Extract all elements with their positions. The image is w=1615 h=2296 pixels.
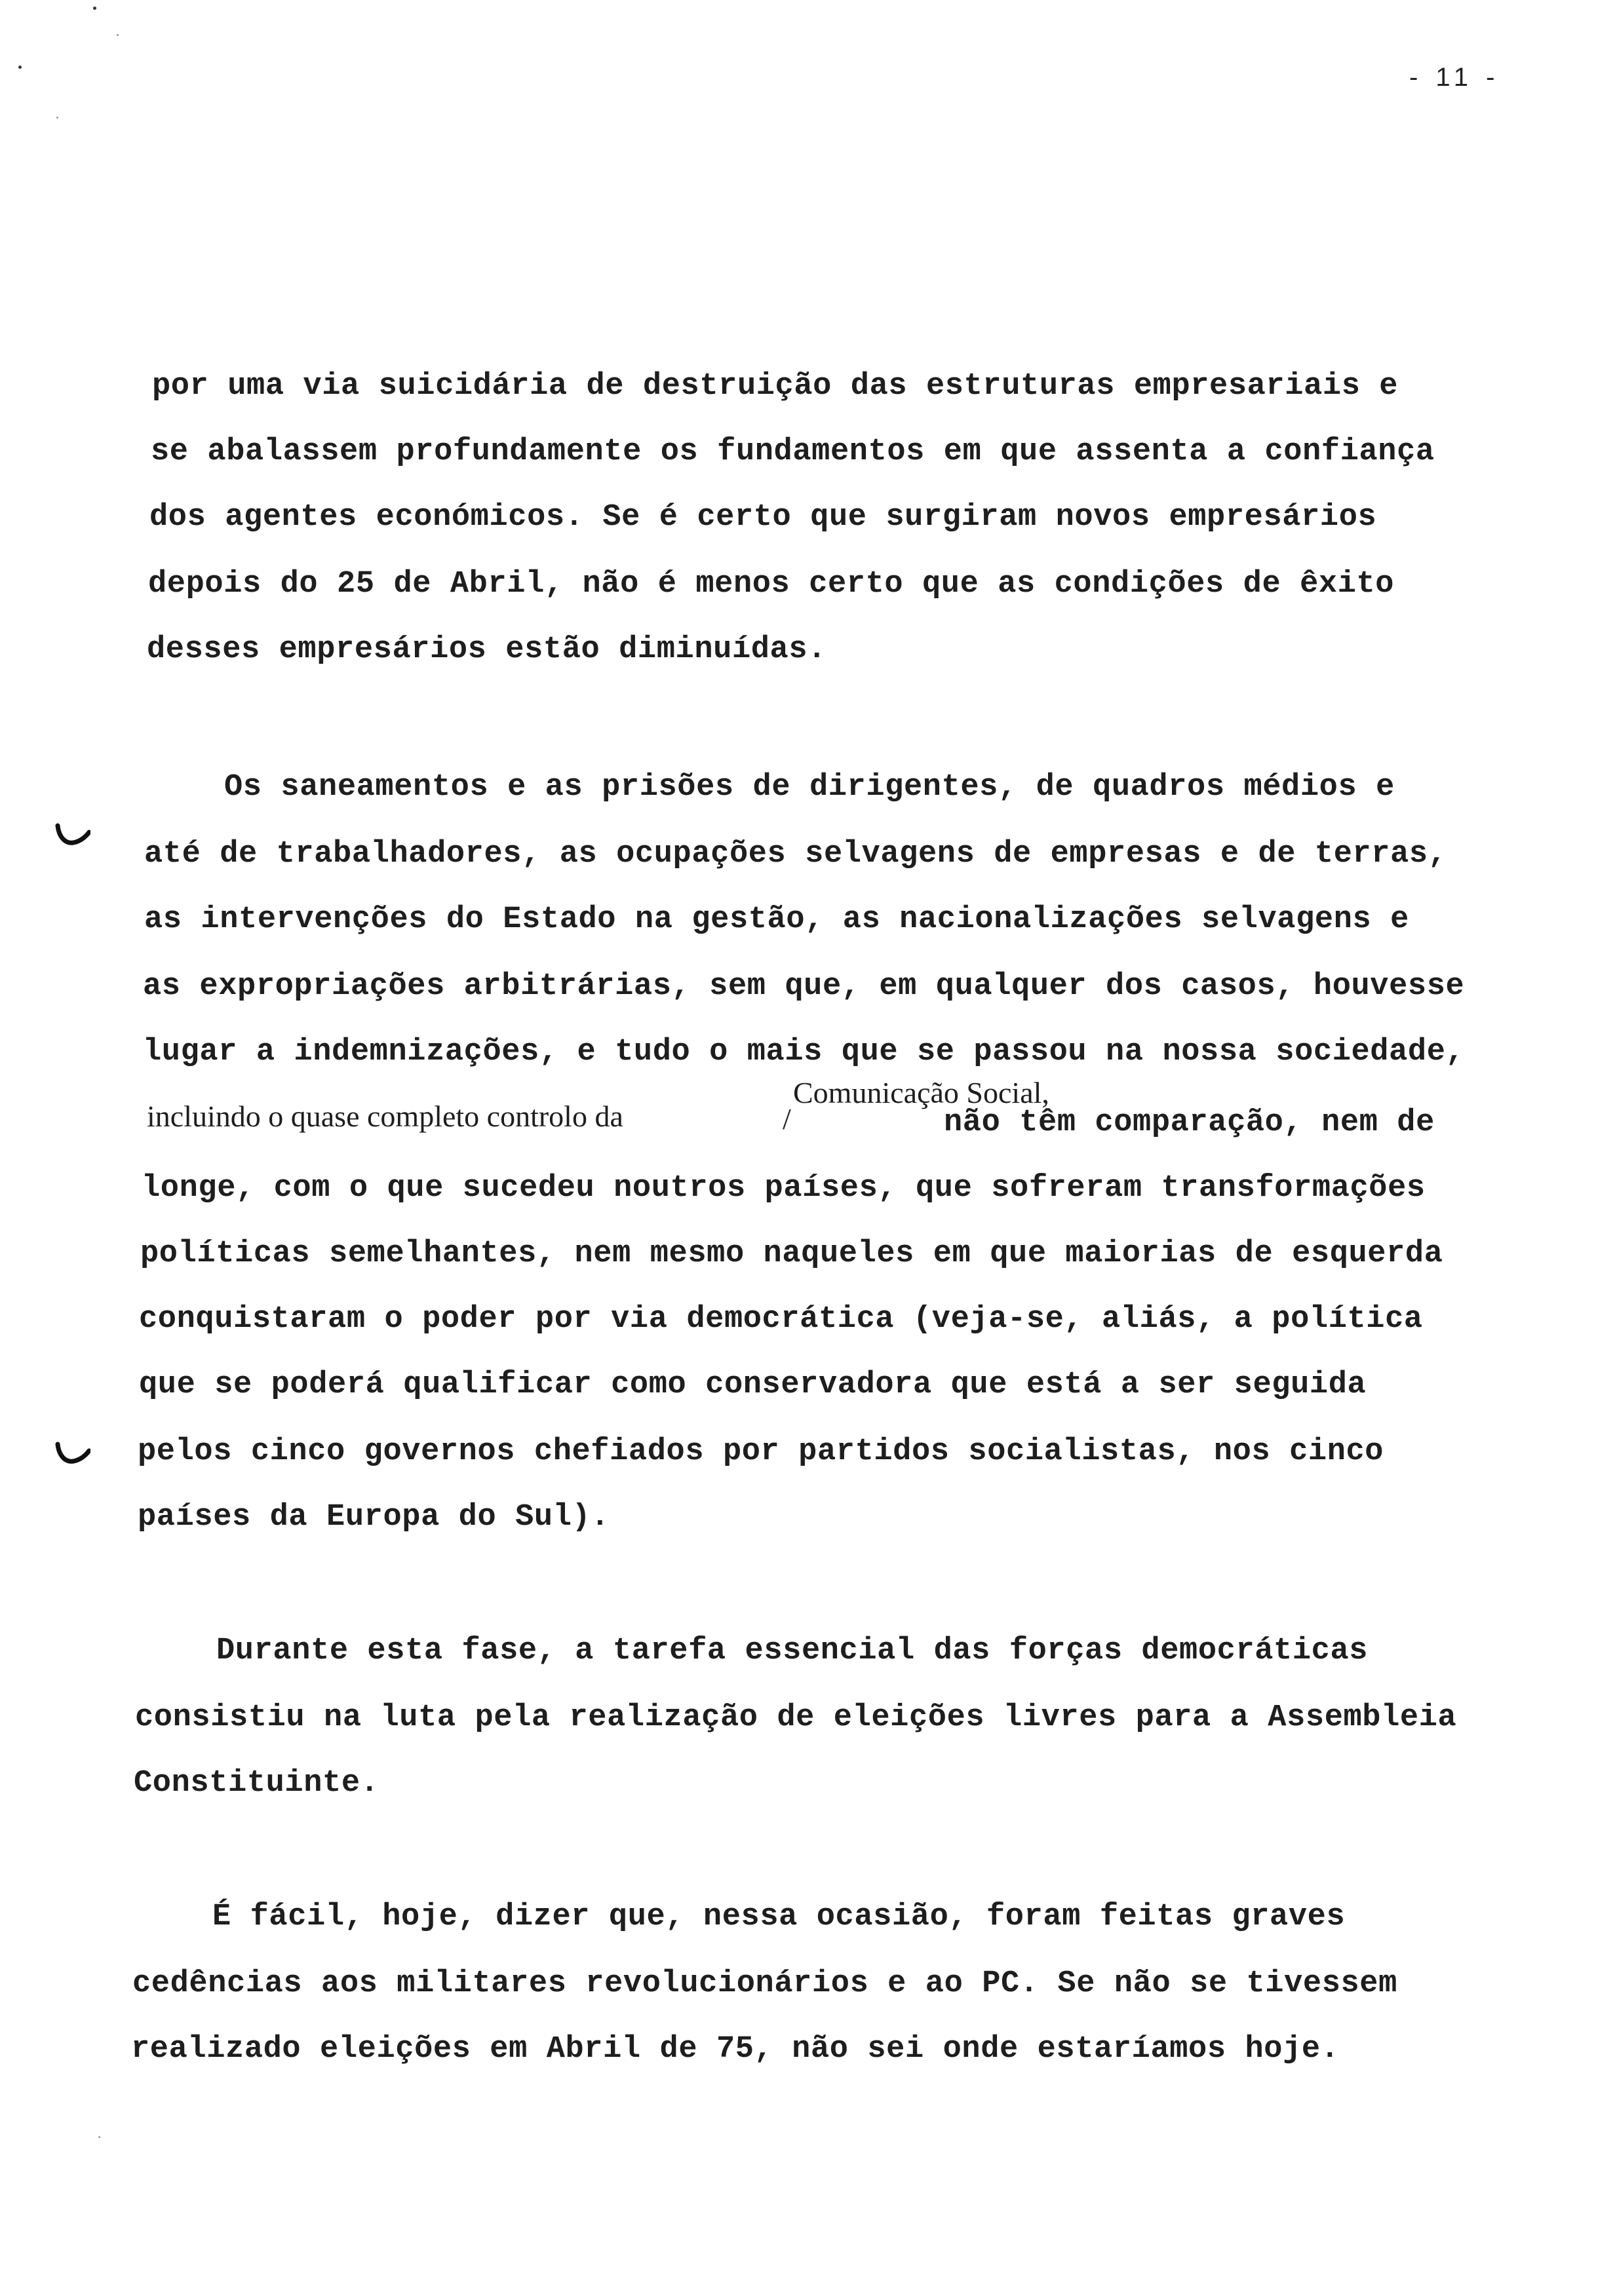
interlined-insertion: Comunicação Social, bbox=[793, 1076, 1049, 1109]
text-line: se abalassem profundamente os fundamentos em que assenta a confiança bbox=[151, 434, 1435, 469]
text-line: longe, com o que sucedeu noutros países, que sofreram transformações bbox=[142, 1171, 1426, 1206]
scan-speck bbox=[93, 7, 96, 10]
text-line: Constituinte. bbox=[134, 1766, 379, 1801]
text-line: depois do 25 de Abril, não é menos certo que as condições de êxito bbox=[148, 567, 1395, 602]
typed-line-prefix: incluindo o quase completo controlo da bbox=[147, 1100, 623, 1133]
text-line: cedências aos militares revolucionários e ao PC. Se não se tivessem bbox=[132, 1966, 1397, 2001]
text-line: países da Europa do Sul). bbox=[138, 1500, 610, 1535]
scan-speck bbox=[18, 66, 22, 69]
text-line: conquistaram o poder por via democrática (veja-se, aliás, a política bbox=[139, 1302, 1423, 1337]
text-line: realizado eleições em Abril de 75, não sei onde estaríamos hoje. bbox=[131, 2032, 1340, 2067]
text-line: consistiu na luta pela realização de eleições livres para a Assembleia bbox=[135, 1700, 1457, 1735]
text-line: pelos cinco governos chefiados por partidos socialistas, nos cinco bbox=[138, 1434, 1384, 1469]
text-line: Os saneamentos e as prisões de dirigentes, de quadros médios e bbox=[224, 770, 1395, 805]
text-line: as intervenções do Estado na gestão, as nacionalizações selvagens e bbox=[144, 902, 1409, 937]
page-number: - 11 - bbox=[1409, 63, 1500, 92]
text-line: as expropriações arbitrárias, sem que, em qualquer dos casos, houvesse bbox=[143, 969, 1465, 1004]
margin-tick-mark-icon bbox=[54, 1442, 90, 1468]
text-line: Durante esta fase, a tarefa essencial das forças democráticas bbox=[216, 1634, 1369, 1668]
scan-speck bbox=[56, 117, 58, 119]
text-line: políticas semelhantes, nem mesmo naqueles em que maiorias de esquerda bbox=[140, 1236, 1443, 1271]
text-line: por uma via suicidária de destruição das estruturas empresariais e bbox=[152, 369, 1399, 404]
text-line: lugar a indemnizações, e tudo o mais que se passou na nossa sociedade, bbox=[143, 1035, 1465, 1069]
text-line: que se poderá qualificar como conservadora que está a ser seguida bbox=[139, 1368, 1367, 1402]
text-line: até de trabalhadores, as ocupações selvagens de empresas e de terras, bbox=[144, 837, 1447, 871]
text-line: É fácil, hoje, dizer que, nessa ocasião, foram feitas graves bbox=[212, 1900, 1346, 1934]
insertion-caret: / bbox=[783, 1102, 791, 1136]
text-line: desses empresários estão diminuídas. bbox=[147, 632, 827, 667]
scan-speck bbox=[117, 34, 119, 36]
margin-tick-mark-icon bbox=[54, 823, 90, 849]
text-line: dos agentes económicos. Se é certo que surgiram novos empresários bbox=[149, 500, 1377, 535]
typed-line-suffix: não têm comparação, nem de bbox=[944, 1105, 1435, 1140]
scan-speck bbox=[98, 2136, 100, 2138]
